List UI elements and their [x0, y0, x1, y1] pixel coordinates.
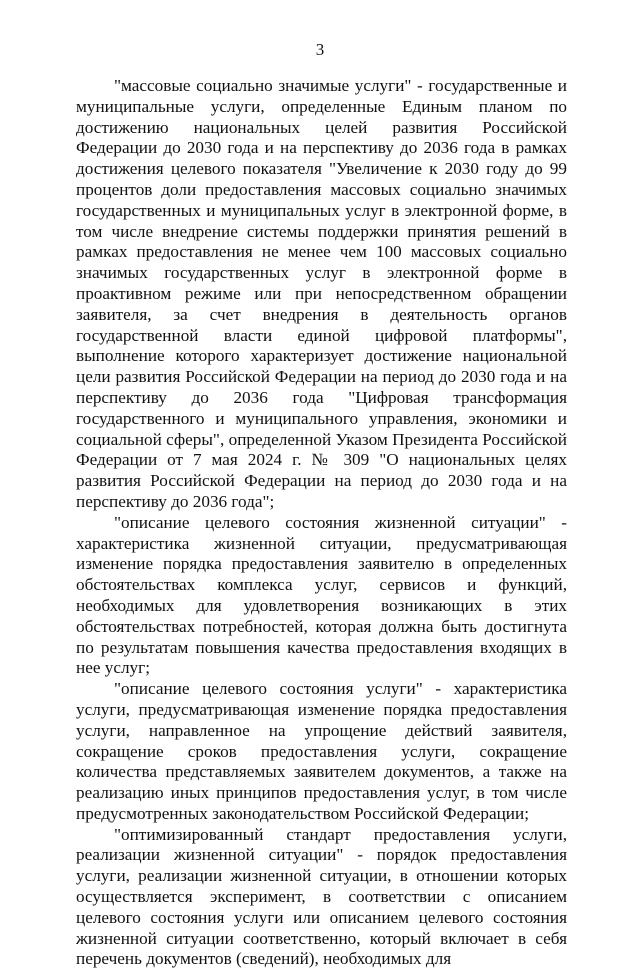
document-body	[76, 76, 567, 970]
paragraph-optimized-standard-definition: "оптимизированный стандарт предоставления услуги, реализации жизненной ситуации" - порядок предоставления услуги, реализации жизненной ситуации, в отношении которых осуществляется эксперимент, в соответствии с описанием целевого состояния услуги или описанием целевого состояния жизненной ситуации соответственно, который включает в себя перечень документов (сведений), необходимых для	[76, 824, 567, 969]
page-number: 3	[315, 40, 325, 59]
paragraph-mass-services-definition: "массовые социально значимые услуги" - государственные и муниципальные услуги, определенные Единым планом по достижению национальных целей развития Российской Федерации до 2030 года и на перспективу до 2036 года в рамках достижения целевого показателя "Увеличение к 2030 году до 99 процентов доли предоставления массовых социально значимых государственных и муниципальных услуг в электронной форме, в том числе внедрение системы поддержки принятия решений в рамках предоставления не менее чем 100 массовых социально значимых государственных услуг в электронной форме в проактивном режиме или при непосредственном обращении заявителя, за счет внедрения в деятельность органов государственной власти единой цифровой платформы", выполнение которого характеризует достижение национальной цели развития Российской Федерации на период до 2030 года и на перспективу до 2036 года "Цифровая трансформация государственного и муниципального управления, экономики и социальной сферы", определенной Указом Президента Российской Федерации от 7 мая 2024 г. № 309 "О национальных целях развития Российской Федерации на период до 2030 года и на перспективу до 2036 года";	[76, 76, 567, 511]
paragraph-life-situation-definition: "описание целевого состояния жизненной ситуации" - характеристика жизненной ситуации, предусматривающая изменение порядка предоставления заявителю в определенных обстоятельствах комплекса услуг, сервисов и функций, необходимых для удовлетворения возникающих в этих обстоятельствах потребностей, которая должна быть достигнута по результатам повышения качества предоставления входящих в нее услуг;	[76, 512, 567, 678]
paragraph-service-target-definition: "описание целевого состояния услуги" - характеристика услуги, предусматривающая изменение порядка предоставления услуги, направленное на упрощение действий заявителя, сокращение сроков предоставления услуги, сокращение количества представляемых заявителем документов, а также на реализацию иных принципов предоставления услуг, в том числе предусмотренных законодательством Российской Федерации;	[76, 679, 567, 823]
